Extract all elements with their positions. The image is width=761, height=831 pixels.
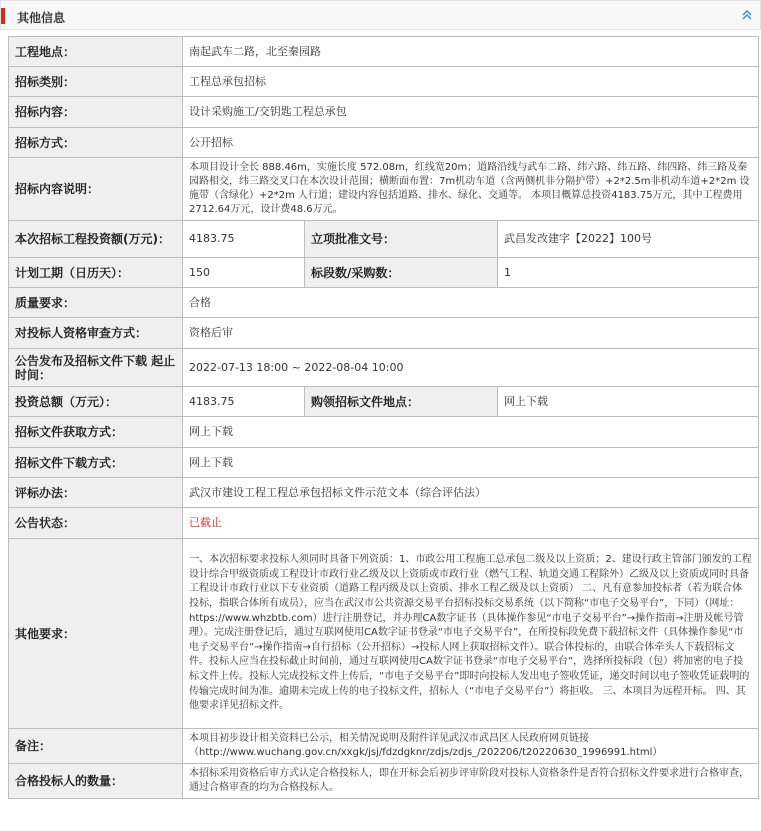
qualified-count-value: 本招标采用资格后审方式认定合格投标人，即在开标会后初步评审阶段对投标人资格条件是否符合招标文件要求进行合格审查，通过合格审查的均为合格投标人。	[183, 764, 759, 799]
qualification-label: 对投标人资格审查方式：	[9, 318, 183, 349]
approval-number-label: 立项批准文号：	[305, 221, 498, 258]
description-label: 招标内容说明：	[9, 158, 183, 221]
panel-title: 其他信息	[17, 11, 66, 25]
category-label: 招标类别：	[9, 67, 183, 97]
section-count-value: 1	[498, 258, 759, 288]
download-label: 招标文件下载方式：	[9, 448, 183, 478]
table-row	[9, 37, 759, 67]
double-chevron-up-icon[interactable]	[740, 7, 754, 23]
investment-label: 本次招标工程投资额(万元)：	[9, 221, 183, 258]
qualified-count-label: 合格投标人的数量：	[9, 764, 183, 799]
table-row	[9, 508, 759, 539]
table-row	[9, 764, 759, 799]
qualification-value: 资格后审	[183, 318, 759, 349]
table-row	[9, 258, 759, 288]
method-value: 公开招标	[183, 128, 759, 158]
approval-number-value: 武昌发改建字【2022】100号	[498, 221, 759, 258]
category-value: 工程总承包招标	[183, 67, 759, 97]
other-requirements-label: 其他要求：	[9, 539, 183, 729]
info-table	[8, 36, 759, 799]
table-row	[9, 539, 759, 729]
table-row	[9, 288, 759, 318]
total-investment-label: 投资总额（万元）：	[9, 387, 183, 417]
status-label: 公告状态：	[9, 508, 183, 539]
duration-label: 计划工期（日历天）：	[9, 258, 183, 288]
panel-accent-bar	[1, 8, 5, 24]
table-row	[9, 67, 759, 97]
table-row	[9, 729, 759, 764]
status-value: 已截止	[183, 508, 759, 539]
evaluation-value: 武汉市建设工程工程总承包招标文件示范文本（综合评估法）	[183, 478, 759, 508]
obtain-value: 网上下载	[183, 417, 759, 448]
quality-label: 质量要求：	[9, 288, 183, 318]
info-table-wrap	[8, 36, 758, 799]
section-count-label: 标段数/采购数：	[305, 258, 498, 288]
table-row	[9, 448, 759, 478]
location-value: 南起武车二路，北至秦园路	[183, 37, 759, 67]
table-row	[9, 221, 759, 258]
other-requirements-value: 一、本次招标要求投标人须同时具备下列资质：1、市政公用工程施工总承包二级及以上资质；2、建设行政主管部门颁发的工程设计综合甲级资质或工程设计市政行业乙级及以上资质或市政行业（燃气工程、轨道交通工程除外）乙级及以上资质或同时具备工程设计市政行业以下专业资质（道路工程丙级及以上资质、排水工程乙级及以上资质） 二、凡有意参加投标者（若为联合体投标，指联合体所有成员），应当在武汉市公共资源交易平台招标投标交易系统（以下简称“市电子交易平台”，下同）（网址：https://www.whzbtb.com）进行注册登记，并办理CA数字证书（具体操作参见“市电子交易平台”→操作指南→注册及帐号管理）。完成注册登记后，通过互联网使用CA数字证书登录“市电子交易平台”，在所投标段免费下载招标文件（具体操作参见“市电子交易平台”→操作指南→自行招标（公开招标）→投标人网上获取招标文件）。联合体投标的，由联合体牵头人下载招标文件。投标人应当在投标截止时间前，通过互联网使用CA数字证书登录“市电子交易平台”，选择所投标段（包）将加密的电子投标文件上传。投标人完成投标文件上传后，“市电子交易平台”即时向投标人发出电子签收凭证，递交时间以电子签收凭证载明的传输完成时间为准。逾期未完成上传的电子投标文件，招标人（“市电子交易平台”）将拒收。 三、本项目为远程开标。 四、其他要求详见招标文件。	[183, 539, 759, 729]
table-row	[9, 158, 759, 221]
remark-value: 本项目初步设计相关资料已公示，相关情况说明及附件详见武汉市武昌区人民政府网页链接（http://www.wuchang.gov.cn/xxgk/jsj/fdzdgknr/zdjs/zdjs_/202206/t20220630_1996991.html）	[183, 729, 759, 764]
evaluation-label: 评标办法：	[9, 478, 183, 508]
quality-value: 合格	[183, 288, 759, 318]
duration-value: 150	[183, 258, 305, 288]
table-row	[9, 318, 759, 349]
total-investment-value: 4183.75	[183, 387, 305, 417]
table-row	[9, 128, 759, 158]
table-row	[9, 349, 759, 387]
investment-value: 4183.75	[183, 221, 305, 258]
panel-header	[0, 0, 761, 30]
table-row	[9, 478, 759, 508]
purchase-location-label: 购领招标文件地点：	[305, 387, 498, 417]
table-row	[9, 417, 759, 448]
obtain-label: 招标文件获取方式：	[9, 417, 183, 448]
content-label: 招标内容：	[9, 97, 183, 128]
period-label: 公告发布及招标文件下载 起止时间：	[9, 349, 183, 387]
content-value: 设计采购施工/交钥匙工程总承包	[183, 97, 759, 128]
download-value: 网上下载	[183, 448, 759, 478]
table-row	[9, 97, 759, 128]
location-label: 工程地点：	[9, 37, 183, 67]
remark-label: 备注：	[9, 729, 183, 764]
table-row	[9, 387, 759, 417]
method-label: 招标方式：	[9, 128, 183, 158]
period-value: 2022-07-13 18:00 ~ 2022-08-04 10:00	[183, 349, 759, 387]
description-value: 本项目设计全长 888.46m，实施长度 572.08m，红线宽20m；道路沿线与武车二路、纬六路、纬五路、纬四路、纬三路及秦园路相交，纬三路交叉口在本次设计范围；横断面布置：7m机动车道（含两侧机非分隔护带）+2*2.5m非机动车道+2*2m 设施带（含绿化）+2*2m 人行道；建设内容包括道路、排水、绿化、交通等。 本项目概算总投资4183.75万元，其中工程费用2712.64万元，设计费48.6万元。	[183, 158, 759, 221]
purchase-location-value: 网上下载	[498, 387, 759, 417]
